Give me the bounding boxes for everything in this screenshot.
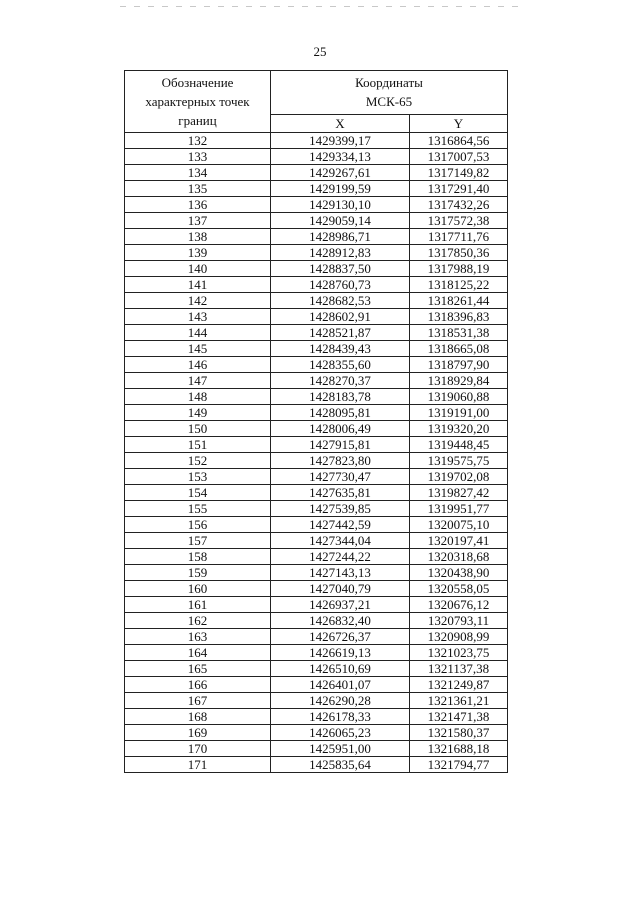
table-row (125, 373, 508, 389)
x-coordinate-cell: 1426832,40 (271, 613, 410, 629)
point-id-cell: 138 (125, 229, 271, 245)
x-coordinate-cell: 1427915,81 (271, 437, 410, 453)
point-id-cell: 157 (125, 533, 271, 549)
y-coordinate-cell: 1321249,87 (410, 677, 508, 693)
x-coordinate-cell: 1427539,85 (271, 501, 410, 517)
table-row (125, 757, 508, 773)
scan-artifact-line (120, 6, 520, 7)
point-id-cell: 137 (125, 213, 271, 229)
y-coordinate-cell: 1319951,77 (410, 501, 508, 517)
x-coordinate-cell: 1427344,04 (271, 533, 410, 549)
y-coordinate-cell: 1321137,38 (410, 661, 508, 677)
point-id-cell: 158 (125, 549, 271, 565)
x-coordinate-cell: 1428439,43 (271, 341, 410, 357)
point-id-cell: 146 (125, 357, 271, 373)
table-row (125, 549, 508, 565)
table-row (125, 517, 508, 533)
y-coordinate-cell: 1321688,18 (410, 741, 508, 757)
point-id-cell: 140 (125, 261, 271, 277)
y-coordinate-cell: 1317291,40 (410, 181, 508, 197)
x-coordinate-cell: 1426510,69 (271, 661, 410, 677)
point-id-cell: 132 (125, 133, 271, 149)
table-row (125, 341, 508, 357)
x-coordinate-cell: 1428095,81 (271, 405, 410, 421)
table-row (125, 197, 508, 213)
point-id-cell: 133 (125, 149, 271, 165)
table-row (125, 485, 508, 501)
table-row (125, 645, 508, 661)
table-row (125, 709, 508, 725)
table-row (125, 421, 508, 437)
y-column-header: Y (410, 114, 508, 132)
y-coordinate-cell: 1321471,38 (410, 709, 508, 725)
x-coordinate-cell: 1429130,10 (271, 197, 410, 213)
x-coordinate-cell: 1426619,13 (271, 645, 410, 661)
y-coordinate-cell: 1319320,20 (410, 421, 508, 437)
table-row (125, 165, 508, 181)
table-row (125, 389, 508, 405)
y-coordinate-cell: 1319575,75 (410, 453, 508, 469)
table-row (125, 149, 508, 165)
x-coordinate-cell: 1426178,33 (271, 709, 410, 725)
y-coordinate-cell: 1319827,42 (410, 485, 508, 501)
table-row (125, 245, 508, 261)
x-coordinate-cell: 1426065,23 (271, 725, 410, 741)
table-row (125, 581, 508, 597)
x-coordinate-cell: 1428602,91 (271, 309, 410, 325)
y-coordinate-cell: 1320075,10 (410, 517, 508, 533)
y-coordinate-cell: 1318531,38 (410, 325, 508, 341)
x-coordinate-cell: 1426401,07 (271, 677, 410, 693)
x-coordinate-cell: 1427730,47 (271, 469, 410, 485)
y-coordinate-cell: 1317007,53 (410, 149, 508, 165)
y-coordinate-cell: 1319448,45 (410, 437, 508, 453)
coordinates-header (271, 71, 508, 115)
table-row (125, 325, 508, 341)
table-row (125, 229, 508, 245)
point-id-cell: 163 (125, 629, 271, 645)
coordinates-rows (125, 133, 508, 773)
point-id-cell: 159 (125, 565, 271, 581)
point-id-cell: 153 (125, 469, 271, 485)
y-coordinate-cell: 1317988,19 (410, 261, 508, 277)
table-row (125, 565, 508, 581)
point-id-cell: 148 (125, 389, 271, 405)
point-id-cell: 156 (125, 517, 271, 533)
y-coordinate-cell: 1320438,90 (410, 565, 508, 581)
y-coordinate-cell: 1317149,82 (410, 165, 508, 181)
y-coordinate-cell: 1321361,21 (410, 693, 508, 709)
x-coordinate-cell: 1427442,59 (271, 517, 410, 533)
x-coordinate-cell: 1426290,28 (271, 693, 410, 709)
x-coordinate-cell: 1428837,50 (271, 261, 410, 277)
table-row (125, 261, 508, 277)
point-id-cell: 139 (125, 245, 271, 261)
x-coordinate-cell: 1429199,59 (271, 181, 410, 197)
point-id-cell: 143 (125, 309, 271, 325)
table-row (125, 629, 508, 645)
x-coordinate-cell: 1428912,83 (271, 245, 410, 261)
point-id-cell: 136 (125, 197, 271, 213)
table-row (125, 533, 508, 549)
table-row (125, 501, 508, 517)
y-coordinate-cell: 1320676,12 (410, 597, 508, 613)
point-id-cell: 151 (125, 437, 271, 453)
x-coordinate-cell: 1428270,37 (271, 373, 410, 389)
y-coordinate-cell: 1319702,08 (410, 469, 508, 485)
y-coordinate-cell: 1317850,36 (410, 245, 508, 261)
coordinates-header-label: Координаты МСК-65 (355, 75, 423, 110)
point-id-cell: 154 (125, 485, 271, 501)
y-coordinate-cell: 1320908,99 (410, 629, 508, 645)
table-row (125, 405, 508, 421)
page-number: 25 (313, 44, 327, 59)
table-row (125, 693, 508, 709)
point-id-cell: 162 (125, 613, 271, 629)
y-coordinate-cell: 1320197,41 (410, 533, 508, 549)
point-id-cell: 134 (125, 165, 271, 181)
table-row (125, 309, 508, 325)
x-coordinate-cell: 1429399,17 (271, 133, 410, 149)
y-coordinate-cell: 1318929,84 (410, 373, 508, 389)
y-coordinate-cell: 1317711,76 (410, 229, 508, 245)
table-row (125, 213, 508, 229)
y-coordinate-cell: 1320793,11 (410, 613, 508, 629)
table-row (125, 725, 508, 741)
point-id-cell: 144 (125, 325, 271, 341)
y-coordinate-cell: 1318125,22 (410, 277, 508, 293)
table-row (125, 437, 508, 453)
table-row (125, 677, 508, 693)
point-id-cell: 141 (125, 277, 271, 293)
point-id-cell: 161 (125, 597, 271, 613)
x-coordinate-cell: 1427040,79 (271, 581, 410, 597)
point-id-cell: 167 (125, 693, 271, 709)
point-id-cell: 152 (125, 453, 271, 469)
y-coordinate-cell: 1316864,56 (410, 133, 508, 149)
x-coordinate-cell: 1429059,14 (271, 213, 410, 229)
table-row (125, 613, 508, 629)
x-coordinate-cell: 1429267,61 (271, 165, 410, 181)
point-id-cell: 170 (125, 741, 271, 757)
table-row (125, 357, 508, 373)
point-id-cell: 149 (125, 405, 271, 421)
point-id-cell: 135 (125, 181, 271, 197)
point-id-cell: 169 (125, 725, 271, 741)
point-id-cell: 168 (125, 709, 271, 725)
point-id-cell: 145 (125, 341, 271, 357)
y-coordinate-cell: 1318797,90 (410, 357, 508, 373)
table-row (125, 453, 508, 469)
y-coordinate-cell: 1319060,88 (410, 389, 508, 405)
y-coordinate-cell: 1321023,75 (410, 645, 508, 661)
table-row (125, 181, 508, 197)
x-coordinate-cell: 1428760,73 (271, 277, 410, 293)
y-coordinate-cell: 1321794,77 (410, 757, 508, 773)
table-row (125, 277, 508, 293)
point-id-cell: 160 (125, 581, 271, 597)
x-coordinate-cell: 1428986,71 (271, 229, 410, 245)
point-id-cell: 142 (125, 293, 271, 309)
x-coordinate-cell: 1428355,60 (271, 357, 410, 373)
y-coordinate-cell: 1319191,00 (410, 405, 508, 421)
table-row (125, 597, 508, 613)
table-row (125, 469, 508, 485)
table-row (125, 133, 508, 149)
y-coordinate-cell: 1318261,44 (410, 293, 508, 309)
y-coordinate-cell: 1320318,68 (410, 549, 508, 565)
table-row (125, 741, 508, 757)
x-coordinate-cell: 1428521,87 (271, 325, 410, 341)
x-coordinate-cell: 1428006,49 (271, 421, 410, 437)
x-coordinate-cell: 1427823,80 (271, 453, 410, 469)
x-coordinate-cell: 1428682,53 (271, 293, 410, 309)
y-coordinate-cell: 1318665,08 (410, 341, 508, 357)
y-coordinate-cell: 1318396,83 (410, 309, 508, 325)
table-row (125, 661, 508, 677)
x-coordinate-cell: 1428183,78 (271, 389, 410, 405)
x-coordinate-cell: 1427635,81 (271, 485, 410, 501)
x-coordinate-cell: 1429334,13 (271, 149, 410, 165)
x-column-header: X (271, 114, 410, 132)
point-id-cell: 155 (125, 501, 271, 517)
point-id-cell: 166 (125, 677, 271, 693)
point-id-cell: 147 (125, 373, 271, 389)
x-coordinate-cell: 1426726,37 (271, 629, 410, 645)
point-id-cell: 171 (125, 757, 271, 773)
point-id-cell: 164 (125, 645, 271, 661)
y-coordinate-cell: 1317572,38 (410, 213, 508, 229)
designation-header (125, 71, 271, 133)
x-coordinate-cell: 1425835,64 (271, 757, 410, 773)
coordinates-table (124, 70, 508, 773)
y-coordinate-cell: 1317432,26 (410, 197, 508, 213)
x-coordinate-cell: 1427244,22 (271, 549, 410, 565)
x-coordinate-cell: 1425951,00 (271, 741, 410, 757)
x-coordinate-cell: 1427143,13 (271, 565, 410, 581)
designation-header-label: Обозначение характерных точек границ (145, 75, 250, 128)
y-coordinate-cell: 1320558,05 (410, 581, 508, 597)
point-id-cell: 150 (125, 421, 271, 437)
x-coordinate-cell: 1426937,21 (271, 597, 410, 613)
table-row (125, 293, 508, 309)
point-id-cell: 165 (125, 661, 271, 677)
y-coordinate-cell: 1321580,37 (410, 725, 508, 741)
